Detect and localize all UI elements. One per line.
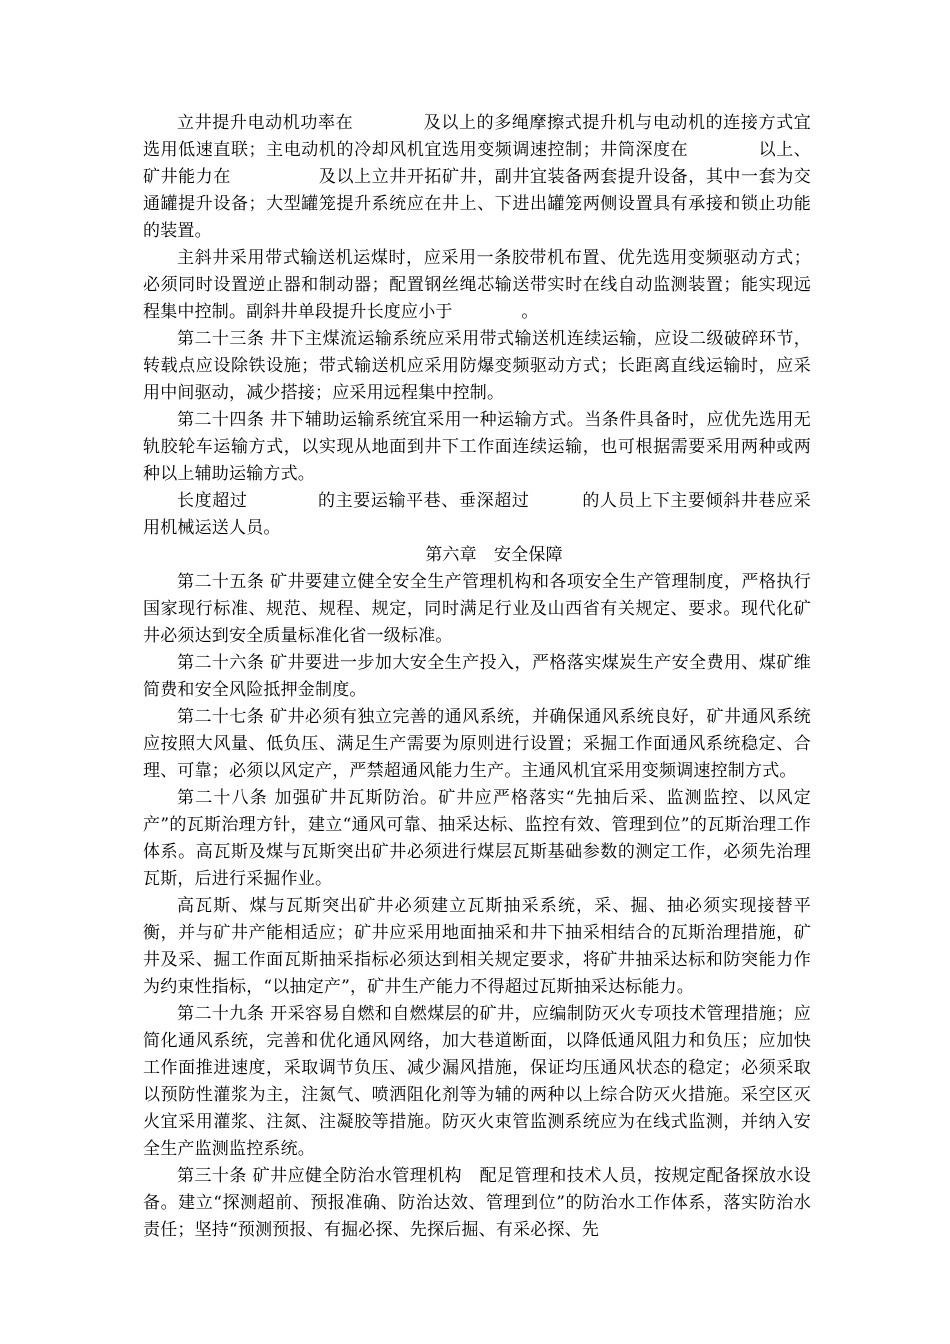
paragraph-article-26: 第二十六条 矿井要进一步加大安全生产投入，严格落实煤炭生产安全费用、煤矿维简费和安全风险抵押金制度。	[143, 653, 811, 700]
paragraph-incline-conveyor: 主斜井采用带式输送机运煤时，应采用一条胶带机布置、优先选用变频驱动方式；必须同时设置逆止器和制动器；配置钢丝绳芯输送带实时在线自动监测装置；能实现远程集中控制。副斜井单段提升长度应小于 。	[143, 248, 811, 322]
paragraph-article-28: 第二十八条 加强矿井瓦斯防治。矿井应严格落实“先抽后采、监测监控、以风定产”的瓦斯治理方针，建立“通风可靠、抽采达标、监控有效、管理到位”的瓦斯治理工作体系。高瓦斯及煤与瓦斯突出矿井必须进行煤层瓦斯基础参数的测定工作，必须先治理瓦斯，后进行采掘作业。	[143, 788, 811, 889]
document-body	[143, 110, 811, 1244]
paragraph-personnel-transport: 长度超过 的主要运输平巷、垂深超过 的人员上下主要倾斜井巷应采用机械运送人员。	[143, 491, 811, 538]
paragraph-article-25: 第二十五条 矿井要建立健全安全生产管理机构和各项安全生产管理制度，严格执行国家现行标准、规范、规程、规定，同时满足行业及山西省有关规定、要求。现代化矿井必须达到安全质量标准化省一级标准。	[143, 572, 811, 646]
paragraph-article-27: 第二十七条 矿井必须有独立完善的通风系统，并确保通风系统良好，矿井通风系统应按照大风量、低负压、满足生产需要为原则进行设置；采掘工作面通风系统稳定、合理、可靠；必须以风定产，严禁超通风能力生产。主通风机宜采用变频调速控制方式。	[143, 707, 811, 781]
paragraph-gas-drainage: 高瓦斯、煤与瓦斯突出矿井必须建立瓦斯抽采系统，采、掘、抽必须实现接替平衡，并与矿井产能相适应；矿井应采用地面抽采和井下抽采相结合的瓦斯治理措施，矿井及采、掘工作面瓦斯抽采指标必须达到相关规定要求，将矿井抽采达标和防突能力作为约束性指标，“以抽定产”，矿井生产能力不得超过瓦斯抽采达标能力。	[143, 896, 811, 997]
paragraph-article-23: 第二十三条 井下主煤流运输系统应采用带式输送机连续运输，应设二级破碎环节，转载点应设除铁设施；带式输送机应采用防爆变频驱动方式；长距离直线运输时，应采用中间驱动，减少搭接；应采用远程集中控制。	[143, 329, 811, 403]
chapter-heading: 第六章 安全保障	[425, 545, 563, 565]
paragraph-article-29: 第二十九条 开采容易自燃和自燃煤层的矿井，应编制防灭火专项技术管理措施；应简化通风系统，完善和优化通风网络，加大巷道断面，以降低通风阻力和负压；应加快工作面推进速度，采取调节负压、减少漏风措施，保证均压通风状态的稳定；必须采取以预防性灌浆为主，注氮气、喷洒阻化剂等为辅的两种以上综合防灭火措施。采空区灭火宜采用灌浆、注氮、注凝胶等措施。防灭火束管监测系统应为在线式监测，并纳入安全生产监测监控系统。	[143, 1004, 811, 1159]
paragraph-article-30: 第三十条 矿井应健全防治水管理机构 配足管理和技术人员，按规定配备探放水设备。建立“探测超前、预报准确、防治达效、管理到位”的防治水工作体系，落实防治水责任；坚持“预测预报、有掘必探、先探后掘、有采必探、先	[143, 1166, 811, 1240]
paragraph-article-24: 第二十四条 井下辅助运输系统宜采用一种运输方式。当条件具备时，应优先选用无轨胶轮车运输方式，以实现从地面到井下工作面连续运输，也可根据需要采用两种或两种以上辅助运输方式。	[143, 410, 811, 484]
paragraph-shaft-hoist: 立井提升电动机功率在 及以上的多绳摩擦式提升机与电动机的连接方式宜选用低速直联；主电动机的冷却风机宜选用变频调速控制；井筒深度在 以上、矿井能力在 及以上立井开拓矿井，副井宜装备两套提升设备，其中一套为交通罐提升设备；大型罐笼提升系统应在井上、下进出罐笼两侧设置具有承接和锁止功能的装置。	[143, 113, 811, 241]
